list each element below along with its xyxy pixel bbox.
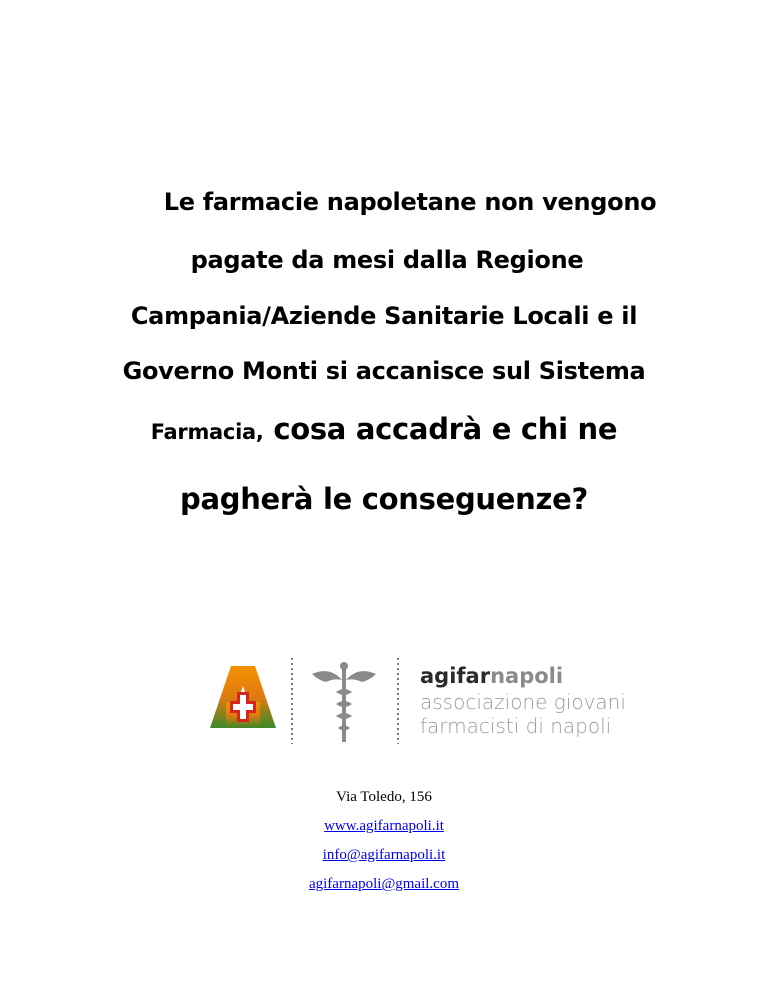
title-line-5-small: Farmacia, — [150, 420, 264, 444]
website-row — [0, 818, 768, 835]
email-gmail-row — [0, 876, 768, 893]
title-line-5-big: cosa accadrà e chi ne — [263, 412, 618, 446]
title-line-5 — [0, 412, 768, 446]
brand-subtitle-1: associazione giovani — [420, 690, 626, 714]
a-cross-icon — [210, 666, 276, 728]
email-info-link[interactable]: info@agifarnapoli.it — [322, 847, 446, 863]
title-line-6: pagherà le conseguenze? — [180, 482, 588, 516]
email-gmail-link[interactable]: agifarnapoli@gmail.com — [308, 876, 459, 892]
brand-subtitle-2: farmacisti di napoli — [420, 714, 612, 738]
brand-name — [420, 664, 563, 688]
brand-name-napoli: napoli — [490, 664, 564, 688]
email-info-row — [0, 847, 768, 864]
caduceus-icon — [312, 662, 376, 742]
website-link[interactable]: www.agifarnapoli.it — [324, 818, 444, 834]
title-line-1: Le farmacie napoletane non vengono — [163, 188, 657, 216]
title-line-2: pagate da mesi dalla Regione — [190, 246, 584, 274]
title-line-3: Campania/Aziende Sanitarie Locali e il — [130, 302, 638, 330]
brand-name-agifar: agifar — [420, 664, 491, 688]
title-line-4: Governo Monti si accanisce sul Sistema — [122, 357, 646, 385]
address: Via Toledo, 156 — [336, 789, 432, 805]
